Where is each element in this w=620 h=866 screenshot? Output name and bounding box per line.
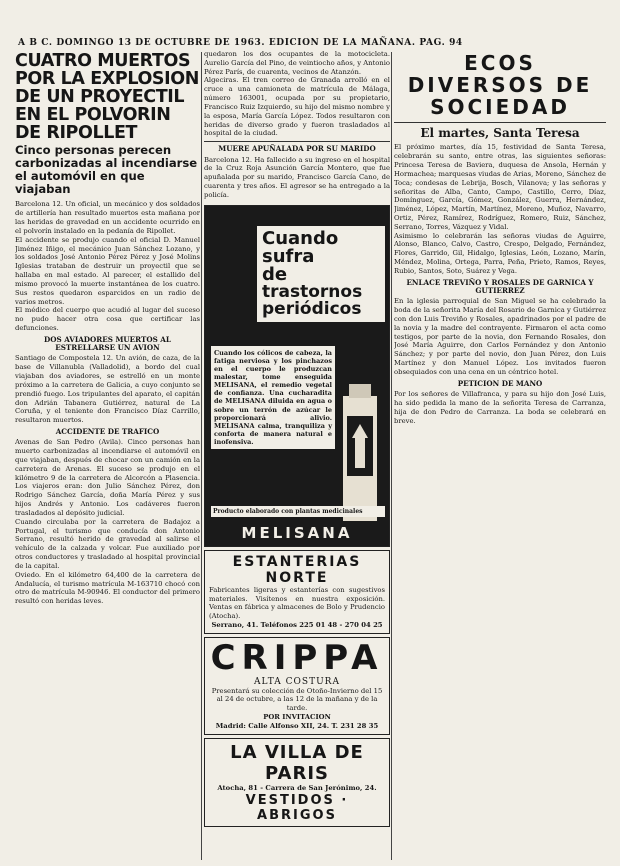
ad-address: Madrid: Calle Alfonso XII, 24. T. 231 28 35 bbox=[215, 721, 379, 730]
column-1 bbox=[15, 50, 200, 606]
section-title: ECOS DIVERSOS DE SOCIEDAD bbox=[407, 51, 593, 119]
main-headline: CUATRO MUERTOS POR LA EXPLOSION DE UN PROYECTIL EN EL POLVORIN DE RIPOLLET bbox=[15, 51, 199, 144]
column-rule bbox=[391, 52, 392, 860]
ad-headline-box bbox=[257, 226, 385, 322]
section-heading: MUERE APUÑALADA POR SU MARIDO bbox=[218, 144, 376, 154]
article-text: Barcelona 12. Un oficial, un mecánico y dos soldados de artillería han resultado muertos esta mañana por las heridas de gravedad en un accidente ocurrido en el polvorín instalado en la pedanía de Ripollet. bbox=[15, 200, 200, 235]
ad-headline-line: trastornos bbox=[262, 281, 363, 302]
ad-headline-line: sufra bbox=[262, 245, 315, 267]
subheadline: Cinco personas perecen carbonizadas al incendiarse el automóvil en que viajaban bbox=[15, 143, 198, 197]
divider bbox=[394, 122, 606, 123]
ad-headline-line: periódicos bbox=[262, 298, 362, 319]
article-text: Asimismo lo celebrarán las señoras viudas de Aguirre, Alonso, Blanco, Calvo, Castro, Crespo, Delgado, Fernández, Flores, Garrido, Gil, Hidalgo, Iglesias, León, Lozano, Marín, Méndez, Molina, Ortega, Parra, Peña, Prieto, Ramos, Reyes, Rubio, Santos, Soto, Suárez y Vega. bbox=[394, 231, 606, 275]
ad-title: CRIPPA bbox=[210, 637, 384, 678]
ad-items: VESTIDOS · ABRIGOS bbox=[245, 792, 349, 823]
divider bbox=[204, 141, 390, 142]
article-text: Santiago de Compostela 12. Un avión, de caza, de la base de Villanubla (Valladolid), a bordo del cual viajaban dos aviadores, se estrelló en un monte próximo a la carretera de Galicia, a cuyo conjunto se prendió fuego. Los tripulantes del aparato, el capitán don Adrián Tabanera Gutiérrez, natural de La Coruña, y el teniente don Francisco Díaz Carrillo, resultaron muertos. bbox=[15, 354, 200, 425]
ad-invitation: POR INVITACION bbox=[263, 713, 331, 722]
article-text: Barcelona 12. Ha fallecido a su ingreso en el hospital de la Cruz Roja Asunción García Montero, que fue apuñalada por su marido, Francisco García Cano, de cuarenta y tres años. El agresor se ha entregado a la policía. bbox=[204, 155, 390, 199]
article-text: Algeciras. El tren correo de Granada arrolló en el cruce a una camioneta de matrícula de Málaga, número 163001, ocupada por su propietario, Francisco Ruiz Izquierdo, su hijo del mismo nombre y la esposa, María García López. Todos resultaron con heridas de diverso grado y fueron trasladados al hospital de la ciudad. bbox=[204, 76, 390, 138]
section-heading: ENLACE TREVIÑO Y ROSALES DE GARNICA Y GUTIERREZ bbox=[406, 277, 594, 296]
article-text: Por los señores de Villafranca, y para su hijo don José Luis, ha sido pedida la mano de la señorita Teresa de Carranza, hija de don Pedro de Carranza. La boda se celebrará en breve. bbox=[394, 390, 606, 425]
villa-paris-ad bbox=[204, 738, 390, 827]
section-heading: PETICION DE MANO bbox=[457, 378, 543, 388]
article-text: El accidente se produjo cuando el oficial D. Manuel Jiménez Iñigo, el mecánico Juan Sánchez Lozano, y los soldados José Antonio Pérez Pérez y José Molins Iglesias trataban de destruir un proyectil que se hallaba en mal estado. Al parecer, el estallido del mismo provocó la muerte instantánea de los cuatro. Sus restos quedaron esparcidos en un radio de varios metros. bbox=[15, 235, 200, 306]
ad-headline-line: Cuando bbox=[262, 227, 339, 249]
column-rule bbox=[201, 52, 202, 860]
section-heading: DOS AVIADORES MUERTOS AL ESTRELLARSE UN AVION bbox=[44, 334, 171, 353]
ad-text: Fabricantes ligeras y estanterías con sugestivos materiales. Visítenos en nuestra exposición. Ventas en fábrica y almacenes de Bolo y Prudencio (Atocha). bbox=[209, 585, 385, 621]
column-3 bbox=[394, 50, 606, 425]
ad-text: Presentará su colección de Otoño-Invierno del 15 al 24 de octubre, a las 12 de la mañana y de la tarde. bbox=[211, 686, 383, 713]
article-text: El próximo martes, día 15, festividad de Santa Teresa, celebrarán su santo, entre otras, las siguientes señoras: Princesa Teresa de Baviera, duquesa de Ansola, Hernán y Hormachea; marquesas viudas de Arias, Moreno, Sánchez de Toca; condesas de Lebrija, Bosch, Vilanova; y las señoras y señoritas de Alba, Canto, Campo, Castillo, Cerro, Díaz, Domínguez, García, Gómez, González, Guerra, Hernández, Jiménez, López, Martín, Martínez, Moreno, Muñoz, Navarro, Ortiz, Pérez, Ramírez, Rodríguez, Romero, Ruiz, Sánchez, Serrano, Torres, Vázquez y Vidal. bbox=[394, 143, 606, 231]
page-header: A B C. DOMINGO 13 DE OCTUBRE DE 1963. EDICION DE LA MAÑANA. PAG. 94 bbox=[18, 38, 463, 48]
ad-headline-line: de bbox=[262, 263, 288, 285]
ad-address: Atocha, 81 - Carrera de San Jerónimo, 24. bbox=[217, 783, 377, 792]
section-heading: ACCIDENTE DE TRAFICO bbox=[55, 427, 160, 437]
ad-title: ESTANTERIAS NORTE bbox=[232, 553, 362, 586]
column-2 bbox=[204, 50, 390, 830]
ad-subtitle: ALTA COSTURA bbox=[254, 676, 340, 687]
estanterias-ad bbox=[204, 550, 390, 634]
melisana-brand: MELISANA bbox=[241, 523, 353, 542]
ad-footnote: Producto elaborado con plantas medicinales bbox=[211, 506, 385, 517]
article-text: Cuando circulaba por la carretera de Badajoz a Portugal, el turismo que conducía don Antonio Serrano, resultó herido de gravedad al salirse el vehículo de la calzada y volcar. Fue auxiliado por otros conductores y trasladado al hospital provincial de la capital. bbox=[15, 517, 200, 570]
article-text: En la iglesia parroquial de San Miguel se ha celebrado la boda de la señorita María del Rosario de Garnica y Gutiérrez con don Luis Treviño y Rosales, apadrinados por el padre de la novia y la madre del contrayente. Firmaron el acta como testigos, por parte de la novia, don Fernando Rosales, don José María Aguirre, don Carlos Fernández y don Antonio Sánchez; y por parte del novio, don Juan Pérez, don Luis Martínez y don Manuel López. Los invitados fueron obsequiados con una cena en un céntrico hotel. bbox=[394, 297, 606, 376]
article-text: El médico del cuerpo que acudió al lugar del suceso no pudo hacer otra cosa que certificar las defunciones. bbox=[15, 306, 200, 333]
ad-title: LA VILLA DE PARIS bbox=[230, 741, 364, 784]
crippa-ad bbox=[204, 637, 390, 735]
ad-body: Cuando los cólicos de cabeza, la fatiga nerviosa y los pinchazos en el cuerpo le produzcan malestar, tome enseguida MELISANA, el remedio vegetal de confianza. Una cucharadita de MELISANA diluida en agua o sobre un terrón de azúcar le proporcionará alivio. MELISANA calma, tranquiliza y conforta de manera natural e inofensiva. bbox=[211, 346, 335, 450]
ad-address: Serrano, 41. Teléfonos 225 01 48 - 270 04 25 bbox=[211, 621, 383, 630]
melisana-bottle-icon bbox=[335, 376, 385, 526]
article-text: Oviedo. En el kilómetro 64,400 de la carretera de Andalucía, el turismo matrícula M-163710 chocó con otro de matrícula M-90946. El conductor del primero resultó con heridas leves. bbox=[15, 570, 200, 606]
melisana-ad bbox=[204, 205, 390, 547]
article-text: Avenas de San Pedro (Avila). Cinco personas han muerto carbonizadas al incendiarse el automóvil en que viajaban, después de chocar con un camión en la carretera de Arenas. El suceso se produjo en el kilómetro 9 de la carretera de Alcorcón a Plasencia. Los viajeros eran: don Julio Sánchez Pérez, don Rodrigo Sánchez García, doña María Pérez y sus hijos Andrés y Antonio. Los cadáveres fueron trasladados al depósito judicial. bbox=[15, 438, 200, 517]
section-heading: El martes, Santa Teresa bbox=[420, 126, 580, 140]
article-text: quedaron los dos ocupantes de la motocicleta. Aurelio García del Pino, de veintiocho años, y Antonio Pérez París, de cuarenta, vecinos de Atanzón. bbox=[204, 50, 390, 76]
